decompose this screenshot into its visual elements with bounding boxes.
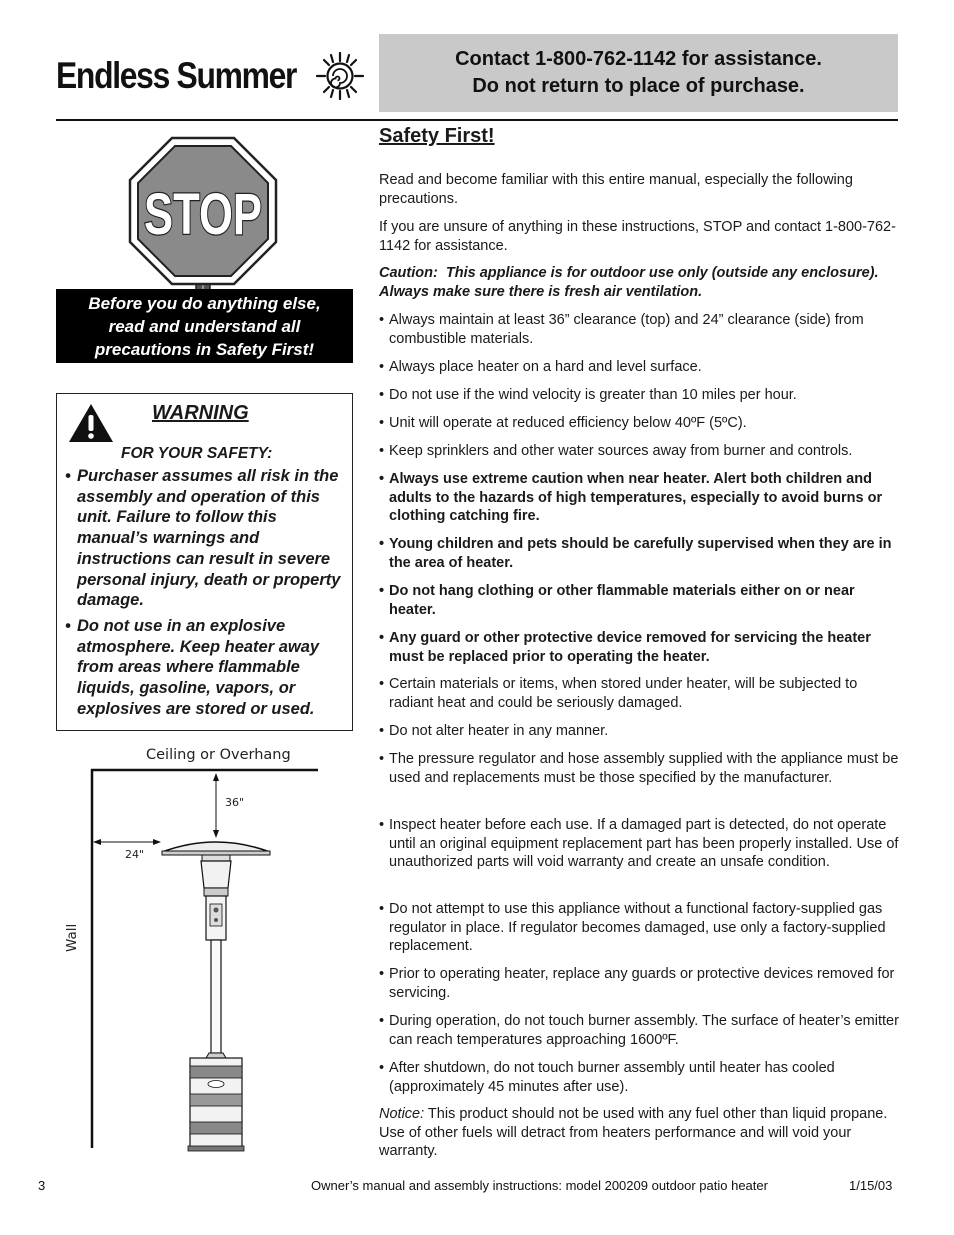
notice-line-1: Before you do anything else, bbox=[88, 293, 321, 313]
contact-line-2: Do not return to place of purchase. bbox=[472, 75, 805, 97]
safety-bullet-text: Unit will operate at reduced efficiency below 40ºF (5ºC). bbox=[389, 415, 747, 431]
safety-bullet: • The pressure regulator and hose assembly supplied with the appliance must be used and replacements must be those specified by the manufacturer. bbox=[379, 751, 899, 786]
safety-bullet-text: The pressure regulator and hose assembly supplied with the appliance must be used and replacements must be those specified by the manufacturer. bbox=[389, 751, 899, 786]
safety-bullet-text: Do not use if the wind velocity is greater than 10 miles per hour. bbox=[389, 387, 797, 403]
manual-title: Owner’s manual and assembly instructions: model 200209 outdoor patio heater bbox=[311, 1178, 768, 1193]
top-clearance-label: 36" bbox=[225, 796, 245, 809]
safety-bullet-text: Do not attempt to use this appliance without a functional factory-supplied gas regulator in place. If regulator becomes damaged, use only a factory-supplied replacement. bbox=[389, 901, 886, 955]
warning-box bbox=[56, 393, 353, 731]
footer-date: 1/15/03 bbox=[849, 1178, 893, 1193]
notice-line-3: precautions in Safety First! bbox=[94, 339, 315, 359]
safety-bullet: • Always use extreme caution when near heater. Alert both children and adults to the hazards of high temperatures, especially to avoid burns or clothing catching fire. bbox=[379, 471, 883, 525]
safety-bullet: • During operation, do not touch burner assembly. The surface of heater’s emitter can reach temperatures approaching 1600ºF. bbox=[379, 1013, 899, 1048]
header-divider bbox=[56, 119, 898, 121]
safety-bullet-text: After shutdown, do not touch burner assembly until heater has cooled (approximately 45 minutes after use). bbox=[389, 1060, 835, 1095]
safety-bullet-text: Always place heater on a hard and level surface. bbox=[389, 359, 702, 375]
warning-item: • Purchaser assumes all risk in the assembly and operation of this unit. Failure to follow this manual’s warnings and instructions can result in severe personal injury, death or property damage. bbox=[65, 466, 345, 611]
precaution-notice bbox=[56, 289, 353, 363]
safety-bullet: • Do not attempt to use this appliance without a functional factory-supplied gas regulator in place. If regulator becomes damaged, use only a factory-supplied replacement. bbox=[379, 901, 886, 955]
warning-item-text: Do not use in an explosive atmosphere. Keep heater away from areas where flammable liquids, gasoline, vapors, or explosives are stored or used. bbox=[77, 617, 320, 718]
safety-bullet-text: Do not hang clothing or other flammable materials either on or near heater. bbox=[389, 583, 855, 618]
safety-bullet-text: Prior to operating heater, replace any guards or protective devices removed for servicing. bbox=[389, 966, 895, 1001]
warning-title: WARNING bbox=[152, 402, 249, 424]
sun-icon bbox=[312, 50, 368, 102]
safety-bullet-text: Young children and pets should be carefully supervised when they are in the area of heater. bbox=[389, 536, 892, 571]
safety-bullet: • After shutdown, do not touch burner assembly until heater has cooled (approximately 45 minutes after use). bbox=[379, 1060, 835, 1095]
safety-bullet: • Always place heater on a hard and level surface. bbox=[379, 359, 702, 375]
logo-text: Endless Summer bbox=[56, 55, 297, 96]
warning-subtitle: FOR YOUR SAFETY: bbox=[121, 445, 273, 462]
caution-text: This appliance is for outdoor use only (outside any enclosure). Always make sure there is fresh air ventilation. bbox=[379, 265, 879, 300]
safety-bullet: • Do not alter heater in any manner. bbox=[379, 723, 609, 739]
safety-bullet: • Prior to operating heater, replace any guards or protective devices removed for servicing. bbox=[379, 966, 895, 1001]
clearance-diagram bbox=[56, 740, 346, 1160]
caution-paragraph bbox=[379, 264, 899, 301]
notice-line-2: read and understand all bbox=[108, 316, 301, 336]
section-title: Safety First! bbox=[379, 125, 495, 147]
safety-bullet: • Do not hang clothing or other flammable materials either on or near heater. bbox=[379, 583, 855, 618]
intro-paragraph-1: Read and become familiar with this entire manual, especially the following precautions. bbox=[379, 172, 853, 207]
notice-label: Notice: bbox=[379, 1106, 425, 1122]
stop-sign-icon bbox=[128, 136, 278, 294]
safety-bullet-text: Certain materials or items, when stored under heater, will be subjected to radiant heat and could be seriously damaged. bbox=[389, 676, 858, 711]
safety-bullet-text: Do not alter heater in any manner. bbox=[389, 723, 609, 739]
ceiling-label: Ceiling or Overhang bbox=[146, 747, 291, 763]
safety-bullet: • Keep sprinklers and other water sources away from burner and controls. bbox=[379, 443, 853, 459]
notice-text: This product should not be used with any fuel other than liquid propane. Use of other fuels will detract from heaters performance and will void your warranty. bbox=[379, 1106, 888, 1160]
safety-bullet: • Young children and pets should be carefully supervised when they are in the area of heater. bbox=[379, 536, 892, 571]
safety-bullet-text: Keep sprinklers and other water sources away from burner and controls. bbox=[389, 443, 853, 459]
safety-bullet-text: During operation, do not touch burner assembly. The surface of heater’s emitter can reach temperatures approaching 1600ºF. bbox=[389, 1013, 899, 1048]
contact-line-1: Contact 1-800-762-1142 for assistance. bbox=[455, 48, 822, 70]
intro-paragraph-2: If you are unsure of anything in these instructions, STOP and contact 1-800-762-1142 for assistance. bbox=[379, 219, 896, 254]
warning-triangle-icon bbox=[67, 402, 115, 444]
page-number: 3 bbox=[38, 1178, 46, 1193]
warning-item-text: Purchaser assumes all risk in the assembly and operation of this unit. Failure to follow this manual’s warnings and instructions can result in severe personal injury, death or property damage. bbox=[77, 467, 341, 610]
notice-paragraph bbox=[379, 1105, 899, 1161]
contact-banner bbox=[379, 34, 898, 112]
safety-bullet-text: Inspect heater before each use. If a damaged part is detected, do not operate until an original equipment replacement part has been properly installed. Use of unauthorized parts will void warranty and create an unsafe condition. bbox=[389, 817, 899, 871]
safety-bullet: • Any guard or other protective device removed for servicing the heater must be replaced prior to operating the heater. bbox=[379, 630, 871, 665]
safety-bullet-text: Always maintain at least 36” clearance (top) and 24” clearance (side) from combustible materials. bbox=[389, 312, 864, 347]
safety-bullet: • Unit will operate at reduced efficiency below 40ºF (5ºC). bbox=[379, 415, 747, 431]
stop-sign-text: STOP bbox=[144, 182, 262, 247]
side-clearance-label: 24" bbox=[125, 848, 145, 861]
caution-label: Caution: bbox=[379, 265, 438, 281]
safety-bullet: • Certain materials or items, when stored under heater, will be subjected to radiant heat and could be seriously damaged. bbox=[379, 676, 858, 711]
brand-logo bbox=[56, 50, 368, 102]
safety-bullet-text: Any guard or other protective device removed for servicing the heater must be replaced prior to operating the heater. bbox=[389, 630, 871, 665]
safety-bullet: • Always maintain at least 36” clearance (top) and 24” clearance (side) from combustible materials. bbox=[379, 312, 864, 347]
wall-label: Wall bbox=[64, 923, 80, 952]
safety-bullet: • Do not use if the wind velocity is greater than 10 miles per hour. bbox=[379, 387, 797, 403]
safety-bullet-text: Always use extreme caution when near heater. Alert both children and adults to the hazards of high temperatures, especially to avoid burns or clothing catching fire. bbox=[389, 471, 883, 525]
warning-item: • Do not use in an explosive atmosphere. Keep heater away from areas where flammable liquids, gasoline, vapors, or explosives are stored or used. bbox=[65, 616, 345, 720]
safety-bullet: • Inspect heater before each use. If a damaged part is detected, do not operate until an original equipment replacement part has been properly installed. Use of unauthorized parts will void warranty and create an unsafe condition. bbox=[379, 817, 899, 871]
